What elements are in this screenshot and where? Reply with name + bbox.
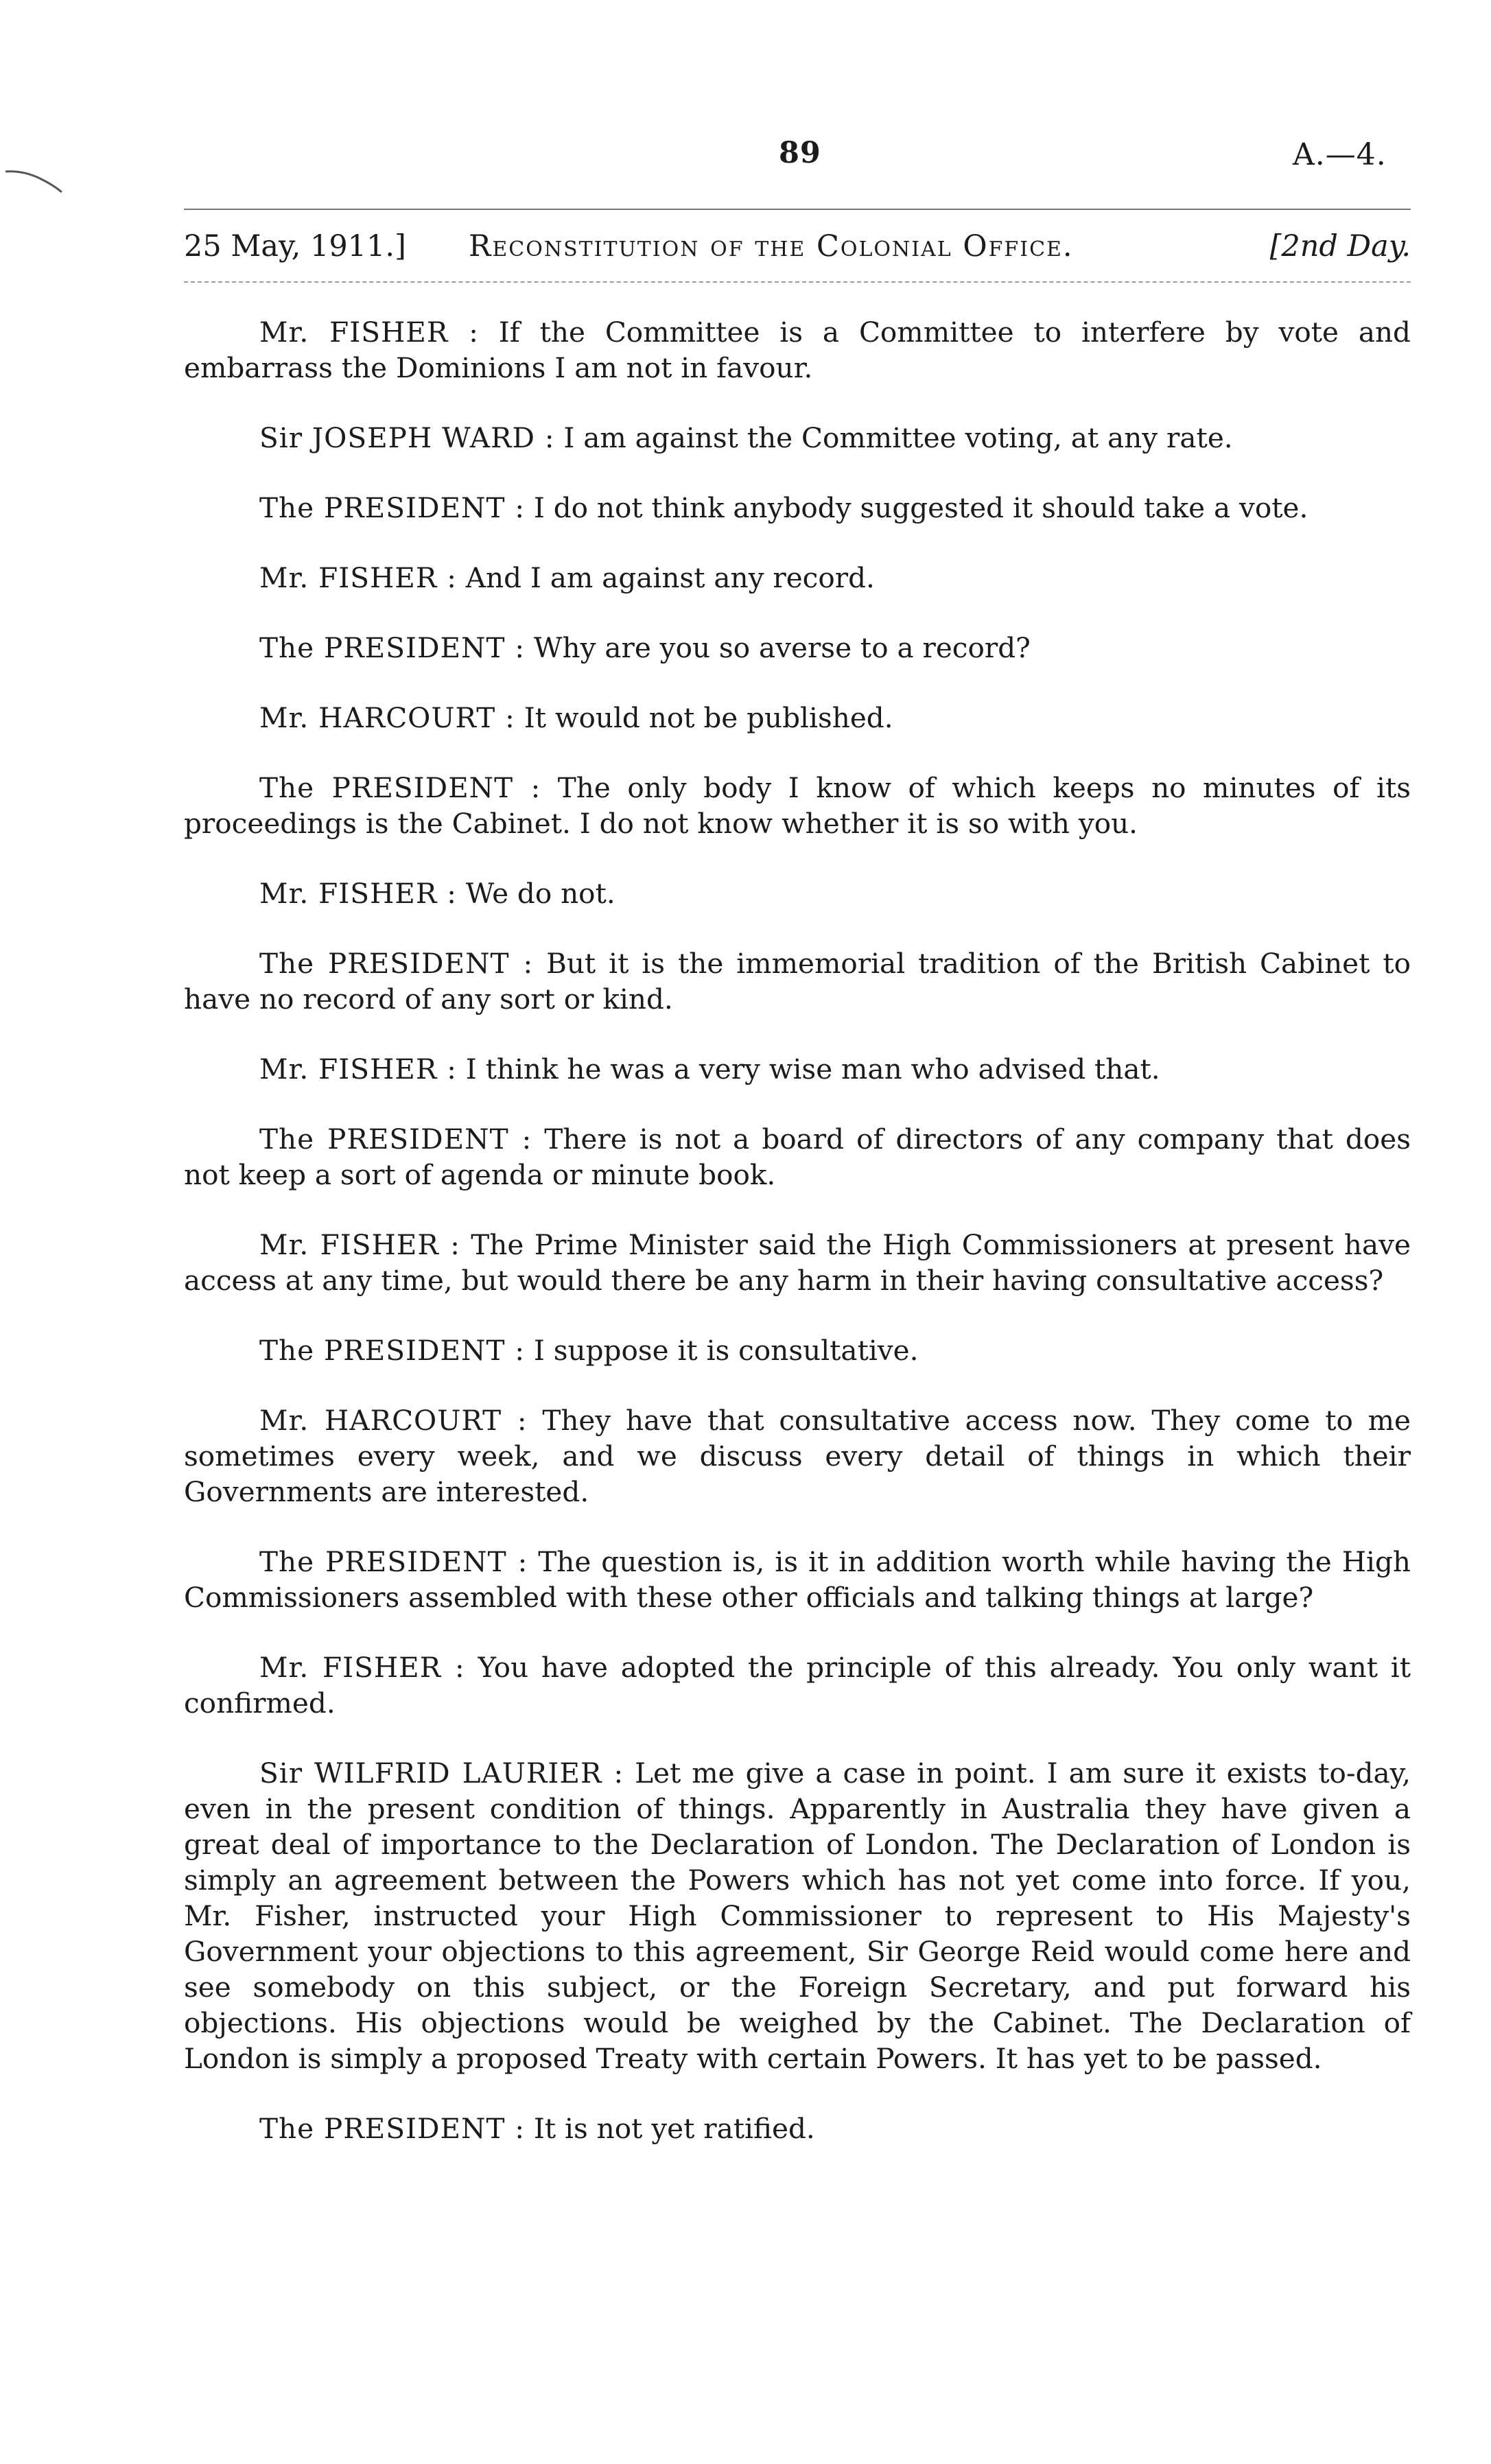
speech-text: The question is, is it in addition worth while having the High Commissioners assembled with these other officials and talking things at large? (184, 1545, 1411, 1614)
speech-text: Why are you so averse to a record? (533, 631, 1031, 664)
speech-text: I am against the Committee voting, at any rate. (563, 421, 1233, 454)
speech-paragraph (184, 490, 1411, 526)
speech-text: It would not be published. (524, 701, 893, 734)
speech-text: It is not yet ratified. (533, 2112, 815, 2145)
speech-paragraph (184, 1403, 1411, 1510)
speaker-name: The PRESIDENT : (259, 1334, 525, 1367)
transcript-body (184, 314, 1411, 2181)
speech-paragraph (184, 946, 1411, 1017)
speech-paragraph (184, 700, 1411, 736)
stray-pen-mark (4, 167, 63, 195)
speech-paragraph (184, 1333, 1411, 1368)
page-number: 89 (779, 136, 821, 170)
speaker-name: Mr. FISHER : (259, 316, 479, 349)
speaker-name: Mr. FISHER : (259, 561, 457, 594)
speaker-name: The PRESIDENT : (259, 491, 525, 524)
speech-paragraph (184, 420, 1411, 456)
speech-text: And I am against any record. (465, 561, 875, 594)
speech-paragraph (184, 1755, 1411, 2076)
speaker-name: Mr. FISHER : (259, 1651, 465, 1684)
speech-text: We do not. (465, 877, 615, 910)
header-rule-bottom (184, 281, 1411, 283)
speech-paragraph (184, 560, 1411, 596)
speech-paragraph (184, 1650, 1411, 1721)
speech-text: I think he was a very wise man who advised that. (465, 1053, 1160, 1086)
speech-paragraph (184, 630, 1411, 666)
speech-text: I suppose it is consultative. (533, 1334, 919, 1367)
speech-text: If the Committee is a Committee to interfere by vote and embarrass the Dominions I am not in favour. (184, 316, 1411, 384)
speech-paragraph (184, 1227, 1411, 1298)
speech-paragraph (184, 314, 1411, 386)
speaker-name: Mr. HARCOURT : (259, 1404, 528, 1437)
header-date: 25 May, 1911.] (184, 229, 406, 263)
speaker-name: The PRESIDENT : (259, 2112, 525, 2145)
speech-text: Let me give a case in point. I am sure it exists to-day, even in the present condition of things. Apparently in Australia they have given a great deal of importance to the Declaration of London. The Declaration of London is simply an agreement between the Powers which has not yet come into force. If you, Mr. Fisher, instructed your High Commissioner to represent to His Majesty's Government your objections to this agreement, Sir George Reid would come here and see somebody on this subject, or the Foreign Secretary, and put forward his objections. His objections would be weighed by the Cabinet. The Declaration of London is simply a proposed Treaty with certain Powers. It has yet to be passed. (184, 1757, 1411, 2075)
speech-text: But it is the immemorial tradition of the British Cabinet to have no record of any sort or kind. (184, 947, 1411, 1016)
speaker-name: Mr. HARCOURT : (259, 701, 515, 734)
speaker-name: Mr. FISHER : (259, 1053, 457, 1086)
speech-text: You have adopted the principle of this already. You only want it confirmed. (184, 1651, 1411, 1720)
speech-text: I do not think anybody suggested it should take a vote. (533, 491, 1308, 524)
section-title: Reconstitution of the Colonial Office. (469, 229, 1074, 263)
speaker-name: The PRESIDENT : (259, 631, 525, 664)
speaker-name: The PRESIDENT : (259, 1545, 528, 1578)
header-rule-top (184, 209, 1411, 210)
speech-text: They have that consultative access now. They come to me sometimes every week, and we discuss every detail of things in which their Governments are interested. (184, 1404, 1411, 1508)
speaker-name: Sir JOSEPH WARD : (259, 421, 555, 454)
speech-text: The only body I know of which keeps no minutes of its proceedings is the Cabinet. I do not know whether it is so with you. (184, 771, 1411, 840)
speaker-name: Mr. FISHER : (259, 877, 457, 910)
document-reference: A.—4. (1293, 137, 1387, 172)
speech-paragraph (184, 2111, 1411, 2146)
speech-paragraph (184, 1544, 1411, 1615)
speaker-name: The PRESIDENT : (259, 1123, 532, 1155)
speech-paragraph (184, 876, 1411, 911)
header-day: [2nd Day. (1269, 229, 1411, 263)
running-head (184, 229, 1411, 270)
speaker-name: Mr. FISHER : (259, 1228, 460, 1261)
speech-paragraph (184, 1121, 1411, 1193)
speaker-name: Sir WILFRID LAURIER : (259, 1757, 624, 1790)
speech-text: The Prime Minister said the High Commissioners at present have access at any time, but would there be any harm in their having consultative access? (184, 1228, 1411, 1297)
speaker-name: The PRESIDENT : (259, 771, 541, 804)
speech-paragraph (184, 1051, 1411, 1087)
speaker-name: The PRESIDENT : (259, 947, 534, 980)
speech-paragraph (184, 770, 1411, 841)
speech-text: There is not a board of directors of any company that does not keep a sort of agenda or minute book. (184, 1123, 1411, 1191)
